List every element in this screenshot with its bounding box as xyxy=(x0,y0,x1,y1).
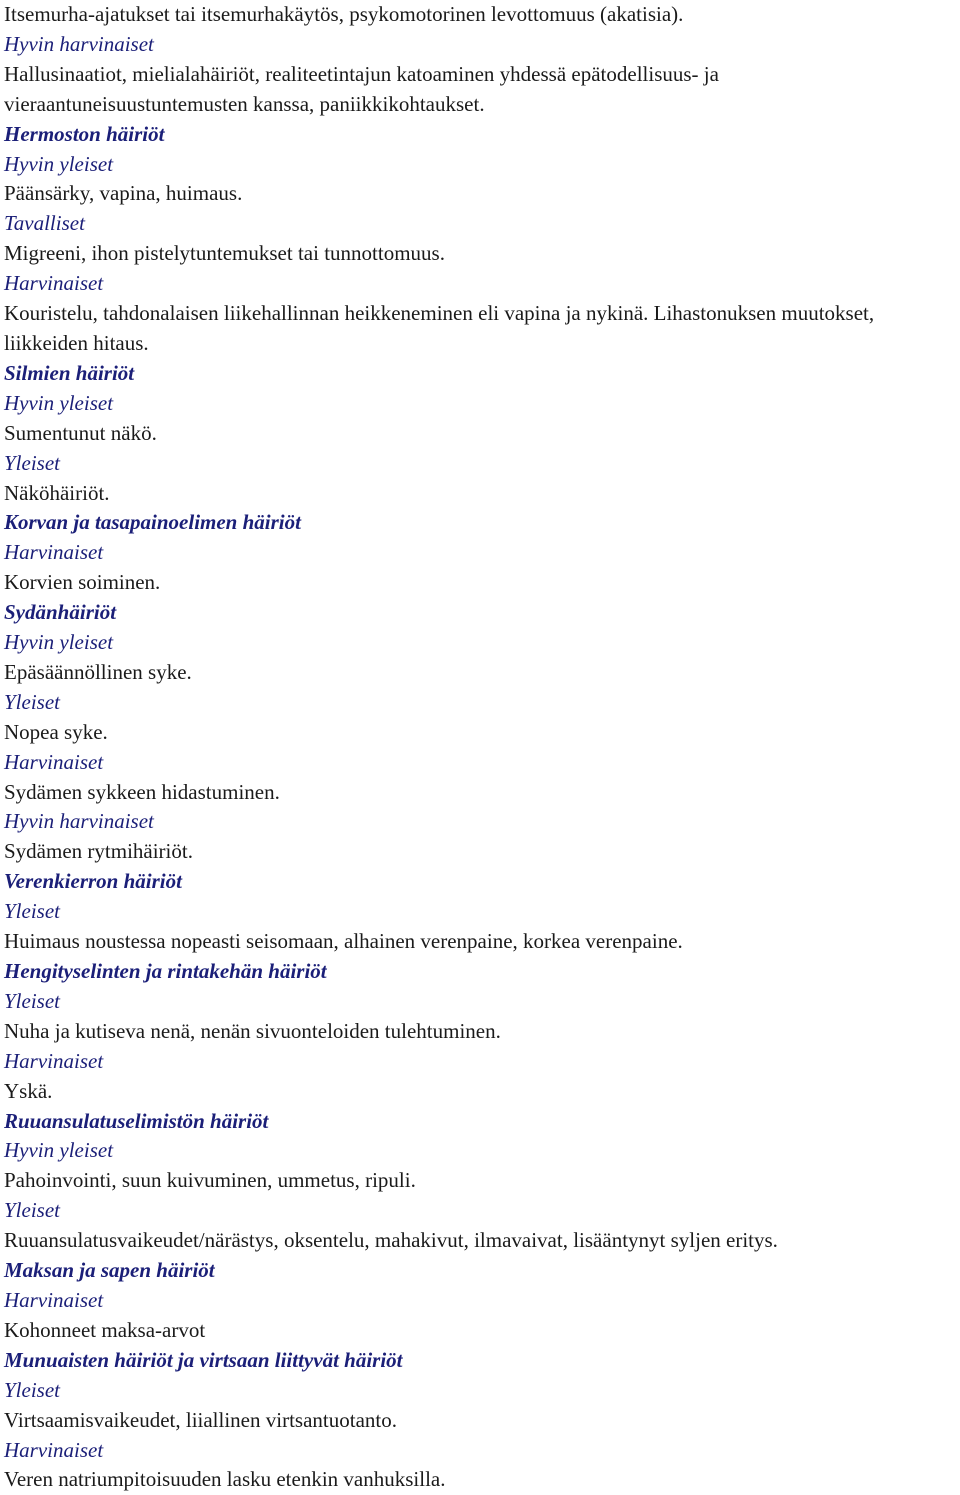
frequency-label: Hyvin yleiset xyxy=(4,630,114,655)
body-text: Sumentunut näkö. xyxy=(4,420,157,445)
frequency-label: Hyvin yleiset xyxy=(4,1138,114,1163)
body-text: Nopea syke. xyxy=(4,719,108,744)
frequency-label: Tavalliset xyxy=(4,211,85,236)
body-text: Itsemurha-ajatukset tai itsemurhakäytös, psykomotorinen levottomuus (akatisia). xyxy=(4,2,684,26)
frequency-label: Hyvin harvinaiset xyxy=(4,809,154,834)
frequency-label: Yleiset xyxy=(4,1377,60,1402)
frequency-label: Harvinaiset xyxy=(4,1048,104,1073)
frequency-label: Yleiset xyxy=(4,1198,60,1223)
frequency-label: Hyvin yleiset xyxy=(4,390,114,415)
body-text: Sydämen rytmihäiriöt. xyxy=(4,839,193,864)
frequency-label: Hyvin harvinaiset xyxy=(4,31,154,56)
body-text: Sydämen sykkeen hidastuminen. xyxy=(4,779,280,804)
frequency-label: Harvinaiset xyxy=(4,540,104,565)
frequency-label: Harvinaiset xyxy=(4,749,104,774)
body-text: Hallusinaatiot, mielialahäiriöt, realiteetintajun katoaminen yhdessä epätodellisuus- ja vieraantuneisuustuntemusten kanssa, paniikkikohtaukset. xyxy=(4,61,719,116)
section-heading: Ruuansulatuselimistön häiriöt xyxy=(4,1108,269,1133)
section-heading: Silmien häiriöt xyxy=(4,360,135,385)
body-text: Korvien soiminen. xyxy=(4,570,161,595)
section-heading: Korvan ja tasapainoelimen häiriöt xyxy=(4,510,301,535)
frequency-label: Harvinaiset xyxy=(4,1287,104,1312)
body-text: Yskä. xyxy=(4,1078,53,1103)
body-text: Kohonneet maksa-arvot xyxy=(4,1317,206,1342)
section-heading: Hermoston häiriöt xyxy=(4,121,165,146)
body-text: Nuha ja kutiseva nenä, nenän sivuonteloiden tulehtuminen. xyxy=(4,1018,501,1043)
frequency-label: Harvinaiset xyxy=(4,1437,104,1462)
section-heading: Munuaisten häiriöt ja virtsaan liittyvät häiriöt xyxy=(4,1347,403,1372)
frequency-label: Yleiset xyxy=(4,689,60,714)
body-text: Kouristelu, tahdonalaisen liikehallinnan heikkeneminen eli vapina ja nykinä. Lihastonuksen muutokset, liikkeiden hitaus. xyxy=(4,301,875,355)
section-heading: Sydänhäiriöt xyxy=(4,600,117,625)
frequency-label: Yleiset xyxy=(4,899,60,924)
body-text: Päänsärky, vapina, huimaus. xyxy=(4,181,243,206)
frequency-label: Yleiset xyxy=(4,450,60,475)
frequency-label: Harvinaiset xyxy=(4,271,104,296)
frequency-label: Hyvin yleiset xyxy=(4,151,114,176)
body-text: Ruuansulatusvaikeudet/närästys, oksentelu, mahakivut, ilmavaivat, lisääntynyt syljen eritys. xyxy=(4,1228,778,1253)
body-text: Migreeni, ihon pistelytuntemukset tai tunnottomuus. xyxy=(4,241,445,266)
body-text: Veren natriumpitoisuuden lasku etenkin vanhuksilla. xyxy=(4,1467,446,1492)
body-text: Pahoinvointi, suun kuivuminen, ummetus, ripuli. xyxy=(4,1168,416,1193)
section-heading: Maksan ja sapen häiriöt xyxy=(4,1258,215,1283)
body-text: Näköhäiriöt. xyxy=(4,480,110,505)
frequency-label: Yleiset xyxy=(4,988,60,1013)
section-heading: Verenkierron häiriöt xyxy=(4,869,182,894)
body-text: Epäsäännöllinen syke. xyxy=(4,659,192,684)
body-text: Virtsaamisvaikeudet, liiallinen virtsantuotanto. xyxy=(4,1407,397,1432)
body-text: Huimaus noustessa nopeasti seisomaan, alhainen verenpaine, korkea verenpaine. xyxy=(4,929,683,954)
section-heading: Hengityselinten ja rintakehän häiriöt xyxy=(4,959,327,983)
